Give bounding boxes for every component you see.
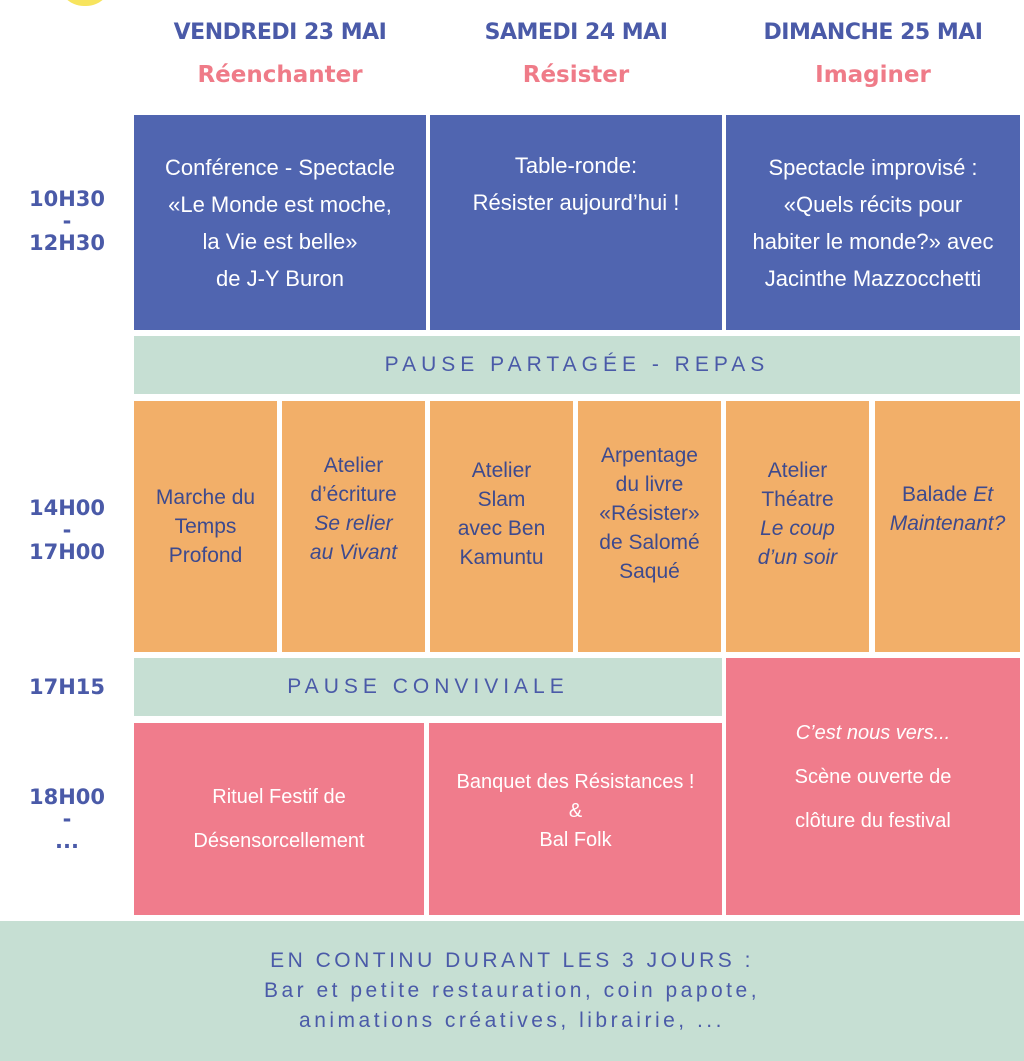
event-balade: Balade Et Maintenant? [875,401,1020,652]
time-evening: 18H00 - ... [28,785,106,853]
event-marche: Marche du Temps Profond [134,401,277,652]
event-morning-friday: Conférence - Spectacle «Le Monde est moche, la Vie est belle» de J-Y Buron [134,115,426,330]
pause-conviviale-banner: PAUSE CONVIVIALE [134,658,722,716]
event-evening-saturday: Banquet des Résistances ! & Bal Folk [429,723,722,915]
time-morning: 10H30 - 12H30 [28,187,106,255]
day-header-friday: VENDREDI 23 MAI [173,20,387,45]
day-header-sunday: DIMANCHE 25 MAI [763,20,983,45]
event-evening-sunday: C’est nous vers... Scène ouverte de clôture du festival [726,658,1020,915]
time-afternoon: 14H00 - 17H00 [28,496,106,564]
event-arpentage: Arpentage du livre «Résister» de Salomé Saqué [578,401,721,652]
day-theme-saturday: Résister [522,62,630,88]
event-atelier-slam: Atelier Slam avec Ben Kamuntu [430,401,573,652]
footer-continuous-info: EN CONTINU DURANT LES 3 JOURS : Bar et petite restauration, coin papote, animations créatives, librairie, ... [0,921,1024,1061]
day-theme-sunday: Imaginer [815,62,931,88]
day-theme-friday: Réenchanter [197,62,363,88]
event-atelier-ecriture: Atelier d’écriture Se relier au Vivant [282,401,425,652]
decorative-yellow-shape [58,0,112,6]
day-header-saturday: SAMEDI 24 MAI [484,20,668,45]
event-evening-friday: Rituel Festif de Désensorcellement [134,723,424,915]
event-morning-sunday: Spectacle improvisé : «Quels récits pour habiter le monde?» avec Jacinthe Mazzocchetti [726,115,1020,330]
time-break: 17H15 [28,675,106,699]
pause-lunch-banner: PAUSE PARTAGÉE - REPAS [134,336,1020,394]
event-atelier-theatre: Atelier Théatre Le coup d’un soir [726,401,869,652]
event-morning-saturday: Table-ronde: Résister aujourd’hui ! [430,115,722,330]
